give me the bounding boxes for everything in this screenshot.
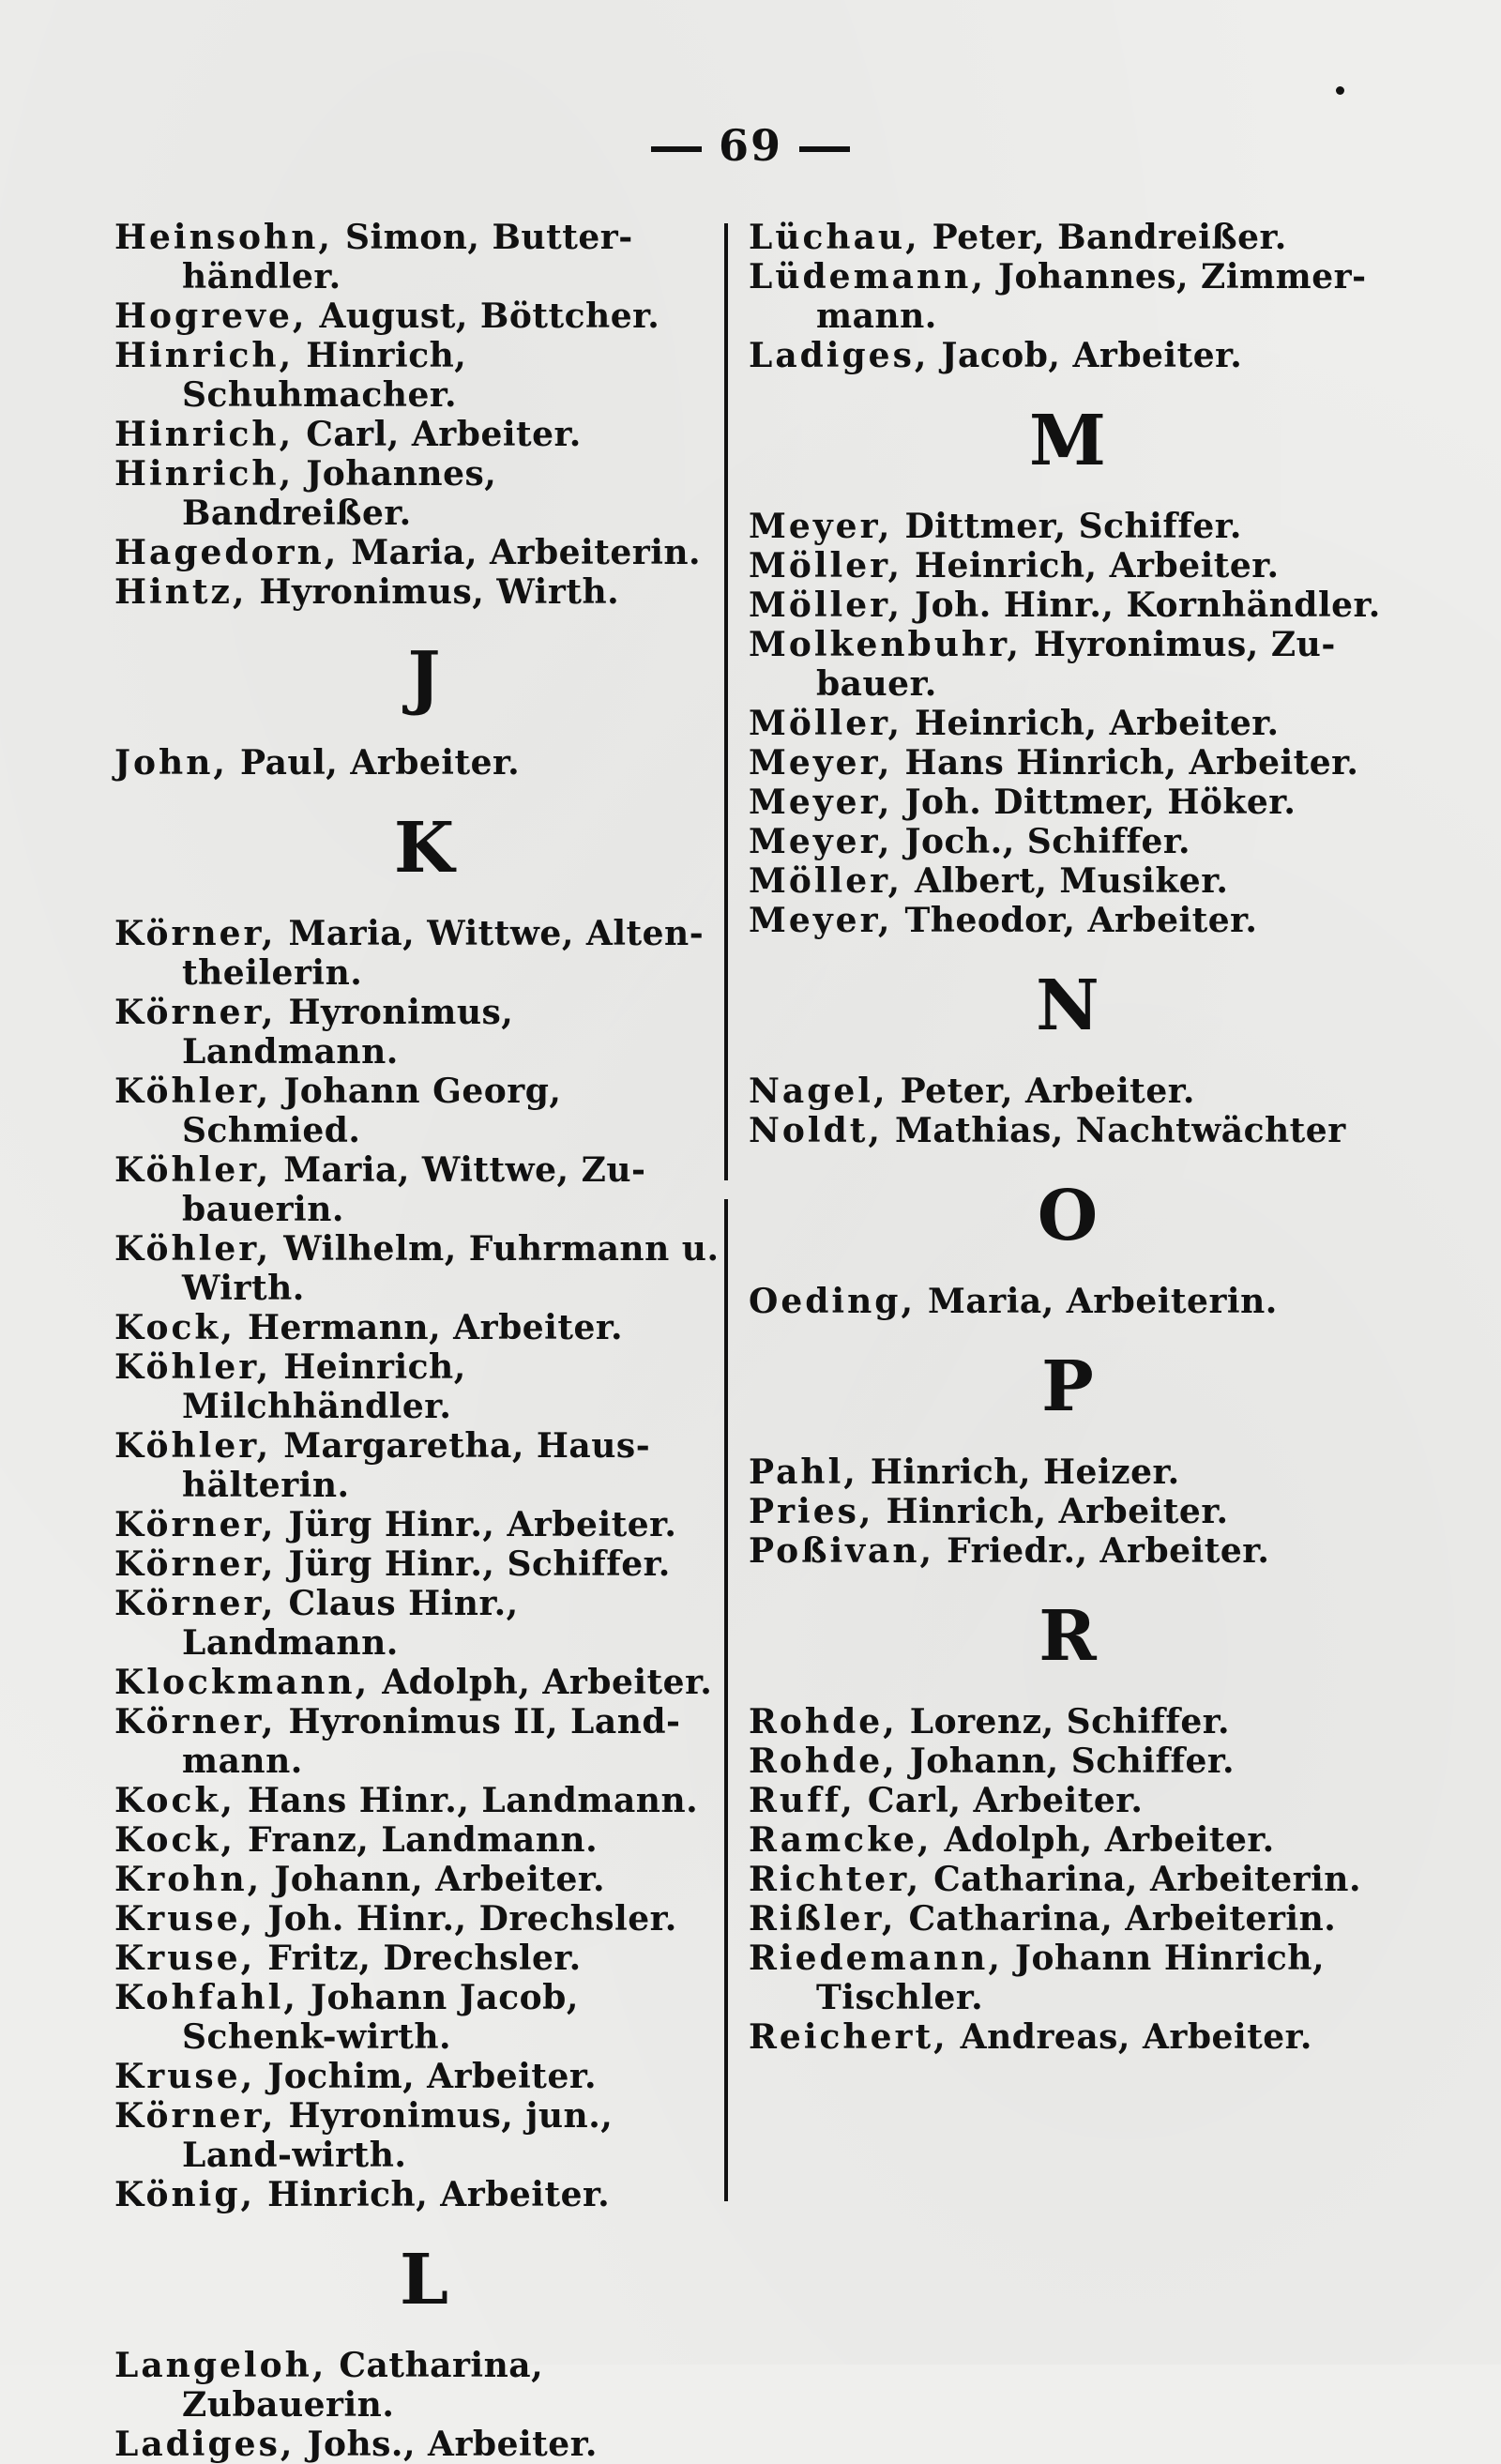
entry-surname: Körner, — [114, 993, 277, 1032]
entry-details: Johann, Arbeiter. — [274, 1860, 606, 1899]
entry-surname: Klockmann, — [114, 1663, 371, 1702]
entry-details: Maria, Arbeiterin. — [928, 1282, 1278, 1321]
directory-entry — [114, 1150, 734, 1229]
entry-surname: Körner, — [114, 1544, 277, 1584]
directory-entry — [114, 1072, 734, 1150]
directory-entry — [749, 507, 1387, 546]
header-dash-left — [651, 146, 702, 152]
directory-entry — [749, 1742, 1387, 1781]
directory-entry — [114, 2057, 734, 2096]
directory-entry — [114, 914, 734, 993]
entry-details: Maria, Wittwe, Zu-bauerin. — [182, 1150, 646, 1229]
directory-entry — [114, 1347, 734, 1426]
entry-details: Maria, Arbeiterin. — [351, 533, 702, 572]
entry-surname: Hinrich, — [114, 336, 295, 375]
directory-entry — [749, 1072, 1387, 1111]
directory-entry — [114, 1939, 734, 1978]
section-letter: P — [1041, 1346, 1094, 1427]
entry-surname: Körner, — [114, 2096, 277, 2136]
entry-details: Hinrich, Arbeiter. — [886, 1492, 1229, 1531]
entry-surname: Lüdemann, — [749, 257, 986, 297]
directory-entry — [749, 1860, 1387, 1899]
directory-entry — [749, 1899, 1387, 1939]
entry-surname: Reichert, — [749, 2017, 948, 2057]
entry-surname: Köhler, — [114, 1229, 272, 1269]
entry-details: Jürg Hinr., Schiffer. — [288, 1544, 671, 1584]
entry-details: Margaretha, Haus-hälterin. — [182, 1426, 651, 1505]
entry-surname: Möller, — [749, 861, 902, 901]
entry-surname: Hinrich, — [114, 454, 295, 494]
entry-surname: Kohfahl, — [114, 1978, 298, 2017]
entry-surname: Oeding, — [749, 1282, 916, 1321]
entry-details: Theodor, Arbeiter. — [904, 901, 1258, 940]
entry-details: Maria, Wittwe, Alten-theilerin. — [182, 914, 705, 993]
entry-details: Heinrich, Arbeiter. — [915, 546, 1280, 586]
entry-details: Fritz, Drechsler. — [267, 1939, 582, 1978]
entry-surname: Pries, — [749, 1492, 874, 1531]
entry-details: Friedr., Arbeiter. — [947, 1531, 1270, 1571]
ink-speck — [1336, 86, 1344, 95]
directory-entry — [114, 1663, 734, 1702]
directory-entry — [114, 533, 734, 572]
directory-entry — [114, 1978, 734, 2057]
directory-entry — [114, 2346, 734, 2425]
entry-details: Hinrich, Heizer. — [870, 1453, 1180, 1492]
section-letter: K — [393, 808, 455, 889]
entry-surname: Molkenbuhr, — [749, 625, 1022, 664]
entry-details: Joch., Schiffer. — [904, 822, 1191, 861]
directory-entry — [114, 1899, 734, 1939]
entry-details: Jacob, Arbeiter. — [941, 336, 1243, 375]
header-dash-right — [799, 146, 850, 152]
entry-surname: Meyer, — [749, 822, 893, 861]
entry-details: Hyronimus, jun., Land-wirth. — [182, 2096, 614, 2175]
directory-entry — [114, 1544, 734, 1584]
entry-details: Hyronimus, Wirth. — [259, 572, 620, 612]
directory-entry — [749, 546, 1387, 586]
entry-surname: Kock, — [114, 1781, 235, 1820]
directory-entry — [749, 1282, 1387, 1321]
directory-entry — [114, 1505, 734, 1544]
entry-details: Hinrich, Schuhmacher. — [182, 336, 467, 415]
directory-entry — [749, 783, 1387, 822]
directory-entry — [114, 1229, 734, 1308]
entry-surname: Köhler, — [114, 1150, 272, 1190]
entry-details: Johann Jacob, Schenk-wirth. — [182, 1978, 579, 2057]
directory-entry — [114, 993, 734, 1072]
entry-details: Johann, Schiffer. — [909, 1742, 1236, 1781]
entry-details: Peter, Bandreißer. — [932, 218, 1287, 257]
directory-entry — [749, 2017, 1387, 2057]
directory-entry — [749, 1702, 1387, 1742]
entry-details: Claus Hinr., Landmann. — [182, 1584, 519, 1663]
entry-details: Catharina, Arbeiterin. — [908, 1899, 1337, 1939]
entry-surname: Möller, — [749, 704, 902, 743]
entry-surname: Möller, — [749, 586, 902, 625]
entry-surname: Hinrich, — [114, 415, 295, 454]
right-column — [749, 218, 1387, 2057]
entry-details: Hyronimus II, Land-mann. — [182, 1702, 681, 1781]
directory-entry — [114, 218, 734, 297]
entry-surname: Poßivan, — [749, 1531, 935, 1571]
directory-entry — [114, 1702, 734, 1781]
entry-surname: Krohn, — [114, 1860, 263, 1899]
entry-details: Carl, Arbeiter. — [306, 415, 582, 454]
entry-surname: Kruse, — [114, 1939, 256, 1978]
directory-entry — [114, 1781, 734, 1820]
entry-surname: Meyer, — [749, 901, 893, 940]
entry-details: Heinrich, Arbeiter. — [915, 704, 1280, 743]
directory-entry — [114, 1860, 734, 1899]
entry-details: Johann Hinrich, Tischler. — [816, 1939, 1325, 2017]
section-letter: L — [399, 2240, 449, 2320]
entry-details: Hermann, Arbeiter. — [247, 1308, 624, 1347]
entry-details: Joh. Hinr., Drechsler. — [267, 1899, 677, 1939]
entry-details: August, Böttcher. — [319, 297, 660, 336]
entry-details: Johannes, Bandreißer. — [182, 454, 497, 533]
directory-entry — [114, 2175, 734, 2214]
entry-details: Albert, Musiker. — [915, 861, 1229, 901]
entry-details: Johannes, Zimmer-mann. — [816, 257, 1367, 336]
section-letter: N — [1036, 966, 1099, 1046]
entry-surname: Riedemann, — [749, 1939, 1003, 1978]
entry-details: Mathias, Nachtwächter — [894, 1111, 1346, 1150]
directory-entry — [114, 2425, 734, 2464]
entry-details: Dittmer, Schiffer. — [904, 507, 1242, 546]
entry-details: Paul, Arbeiter. — [239, 743, 521, 783]
entry-surname: Möller, — [749, 546, 902, 586]
directory-entry — [114, 1308, 734, 1347]
entry-details: Hans Hinr., Landmann. — [247, 1781, 699, 1820]
directory-entry — [749, 1453, 1387, 1492]
entry-details: Jürg Hinr., Arbeiter. — [288, 1505, 677, 1544]
directory-entry — [114, 1584, 734, 1663]
entry-details: Heinrich, Milchhändler. — [182, 1347, 466, 1426]
directory-entry — [749, 1820, 1387, 1860]
directory-entry — [749, 625, 1387, 704]
entry-surname: Richter, — [749, 1860, 922, 1899]
directory-entry — [114, 1820, 734, 1860]
entry-surname: Kruse, — [114, 1899, 256, 1939]
entry-surname: Ruff, — [749, 1781, 856, 1820]
entry-surname: Köhler, — [114, 1347, 272, 1387]
entry-surname: Köhler, — [114, 1426, 272, 1466]
directory-entry — [749, 1531, 1387, 1571]
entry-details: Franz, Landmann. — [247, 1820, 599, 1860]
entry-surname: Heinsohn, — [114, 218, 333, 257]
section-letter: O — [1037, 1176, 1099, 1256]
entry-surname: Rohde, — [749, 1702, 898, 1742]
entry-surname: John, — [114, 743, 228, 783]
directory-entry — [749, 704, 1387, 743]
directory-entry — [749, 1492, 1387, 1531]
entry-surname: Körner, — [114, 1584, 277, 1623]
entry-surname: Langeloh, — [114, 2346, 327, 2385]
directory-entry — [114, 572, 734, 612]
directory-entry — [749, 586, 1387, 625]
entry-surname: König, — [114, 2175, 256, 2214]
directory-entry — [749, 1939, 1387, 2017]
directory-entry — [749, 901, 1387, 940]
entry-details: Andreas, Arbeiter. — [960, 2017, 1312, 2057]
directory-entry — [749, 743, 1387, 783]
entry-details: Johann Georg, Schmied. — [182, 1072, 562, 1150]
entry-surname: Pahl, — [749, 1453, 858, 1492]
entry-details: Hyronimus, Zu-bauer. — [816, 625, 1336, 704]
entry-surname: Meyer, — [749, 783, 893, 822]
entry-surname: Kock, — [114, 1820, 235, 1860]
entry-details: Hyronimus, Landmann. — [182, 993, 514, 1072]
directory-entry — [114, 297, 734, 336]
entry-details: Joh. Dittmer, Höker. — [904, 783, 1296, 822]
directory-entry — [114, 336, 734, 415]
entry-details: Lorenz, Schiffer. — [909, 1702, 1230, 1742]
entry-surname: Lüchau, — [749, 218, 920, 257]
entry-surname: Ramcke, — [749, 1820, 932, 1860]
directory-entry — [749, 1111, 1387, 1150]
page-number: 69 — [718, 120, 782, 171]
entry-details: Wilhelm, Fuhrmann u. Wirth. — [182, 1229, 720, 1308]
entry-surname: Ladiges, — [749, 336, 930, 375]
entry-surname: Ladiges, — [114, 2425, 296, 2464]
directory-entry — [114, 2096, 734, 2175]
entry-surname: Rißler, — [749, 1899, 897, 1939]
directory-entry — [114, 454, 734, 533]
section-letter: J — [407, 637, 441, 718]
entry-surname: Körner, — [114, 1702, 277, 1742]
entry-details: Johs., Arbeiter. — [307, 2425, 598, 2464]
directory-entry — [114, 1426, 734, 1505]
entry-details: Joh. Hinr., Kornhändler. — [915, 586, 1381, 625]
entry-surname: Hagedorn, — [114, 533, 340, 572]
entry-details: Catharina, Zubauerin. — [182, 2346, 544, 2425]
page-header — [0, 120, 1501, 171]
entry-surname: Körner, — [114, 914, 277, 953]
entry-details: Simon, Butter-händler. — [182, 218, 633, 297]
entry-details: Peter, Arbeiter. — [900, 1072, 1195, 1111]
entry-surname: Noldt, — [749, 1111, 883, 1150]
entry-surname: Nagel, — [749, 1072, 888, 1111]
section-letter: R — [1039, 1596, 1097, 1677]
entry-surname: Hintz, — [114, 572, 248, 612]
directory-entry — [114, 415, 734, 454]
left-column — [114, 218, 734, 2464]
entry-surname: Meyer, — [749, 743, 893, 783]
entry-details: Hinrich, Arbeiter. — [267, 2175, 611, 2214]
directory-entry — [749, 218, 1387, 257]
entry-surname: Rohde, — [749, 1742, 898, 1781]
directory-entry — [749, 257, 1387, 336]
entry-surname: Körner, — [114, 1505, 277, 1544]
entry-surname: Kock, — [114, 1308, 235, 1347]
directory-entry — [749, 1781, 1387, 1820]
directory-entry — [749, 336, 1387, 375]
entry-details: Catharina, Arbeiterin. — [933, 1860, 1362, 1899]
entry-details: Hans Hinrich, Arbeiter. — [904, 743, 1359, 783]
directory-entry — [114, 743, 734, 783]
entry-surname: Hogreve, — [114, 297, 308, 336]
entry-details: Carl, Arbeiter. — [867, 1781, 1144, 1820]
directory-entry — [749, 822, 1387, 861]
entry-surname: Kruse, — [114, 2057, 256, 2096]
entry-details: Adolph, Arbeiter. — [382, 1663, 713, 1702]
entry-details: Jochim, Arbeiter. — [267, 2057, 598, 2096]
entry-surname: Meyer, — [749, 507, 893, 546]
entry-surname: Köhler, — [114, 1072, 272, 1111]
directory-entry — [749, 861, 1387, 901]
entry-details: Adolph, Arbeiter. — [944, 1820, 1275, 1860]
section-letter: M — [1029, 401, 1106, 481]
